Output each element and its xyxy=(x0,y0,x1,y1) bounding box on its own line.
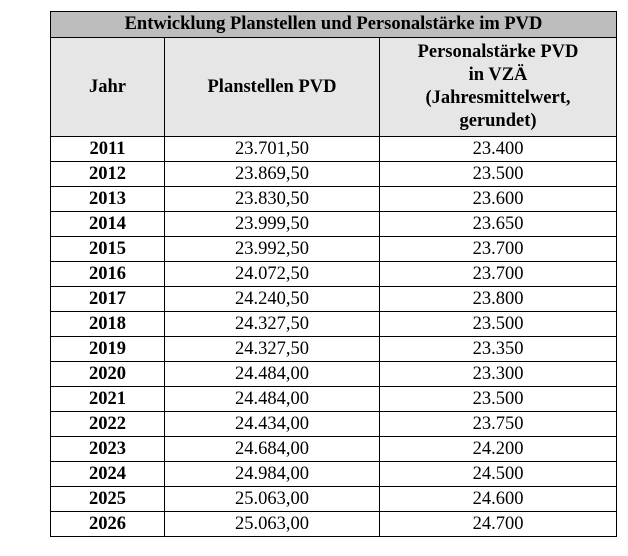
planstellen-cell: 24.484,00 xyxy=(165,387,380,412)
table-row xyxy=(51,337,617,362)
column-header-personal-line: (Jahresmittelwert, xyxy=(425,88,571,108)
year-cell: 2011 xyxy=(51,137,165,162)
table-body xyxy=(51,137,617,537)
table-row xyxy=(51,237,617,262)
personal-cell: 23.600 xyxy=(380,187,617,212)
planstellen-cell: 24.072,50 xyxy=(165,262,380,287)
table-row xyxy=(51,512,617,537)
column-header-planstellen: Planstellen PVD xyxy=(165,38,380,137)
table-row xyxy=(51,187,617,212)
year-cell: 2022 xyxy=(51,412,165,437)
planstellen-cell: 24.327,50 xyxy=(165,312,380,337)
planstellen-cell: 25.063,00 xyxy=(165,512,380,537)
table-title-row xyxy=(51,12,617,38)
table-row xyxy=(51,312,617,337)
year-cell: 2014 xyxy=(51,212,165,237)
year-cell: 2025 xyxy=(51,487,165,512)
planstellen-cell: 24.240,50 xyxy=(165,287,380,312)
year-cell: 2016 xyxy=(51,262,165,287)
personal-cell: 24.700 xyxy=(380,512,617,537)
planstellen-table-container xyxy=(50,11,616,537)
planstellen-cell: 24.434,00 xyxy=(165,412,380,437)
planstellen-cell: 24.484,00 xyxy=(165,362,380,387)
year-cell: 2017 xyxy=(51,287,165,312)
planstellen-cell: 24.327,50 xyxy=(165,337,380,362)
column-header-personal-line: gerundet) xyxy=(459,111,537,131)
table-row xyxy=(51,437,617,462)
personal-cell: 23.650 xyxy=(380,212,617,237)
table-row xyxy=(51,212,617,237)
planstellen-cell: 24.684,00 xyxy=(165,437,380,462)
year-cell: 2013 xyxy=(51,187,165,212)
table-row xyxy=(51,162,617,187)
table-row xyxy=(51,487,617,512)
personal-cell: 23.300 xyxy=(380,362,617,387)
personal-cell: 23.350 xyxy=(380,337,617,362)
planstellen-cell: 23.999,50 xyxy=(165,212,380,237)
personal-cell: 23.750 xyxy=(380,412,617,437)
column-header-personal xyxy=(380,38,617,137)
year-cell: 2019 xyxy=(51,337,165,362)
personal-cell: 24.600 xyxy=(380,487,617,512)
personal-cell: 23.500 xyxy=(380,312,617,337)
personal-cell: 23.400 xyxy=(380,137,617,162)
personal-cell: 24.200 xyxy=(380,437,617,462)
column-header-personal-line: Personalstärke PVD xyxy=(417,42,579,62)
table-row xyxy=(51,462,617,487)
year-cell: 2023 xyxy=(51,437,165,462)
table-row xyxy=(51,137,617,162)
table-row xyxy=(51,262,617,287)
table-row xyxy=(51,387,617,412)
year-cell: 2012 xyxy=(51,162,165,187)
planstellen-cell: 25.063,00 xyxy=(165,487,380,512)
table-title: Entwicklung Planstellen und Personalstärke im PVD xyxy=(51,12,617,38)
table-row xyxy=(51,412,617,437)
personal-cell: 24.500 xyxy=(380,462,617,487)
table-header-row xyxy=(51,38,617,137)
personal-cell: 23.700 xyxy=(380,262,617,287)
column-header-year: Jahr xyxy=(51,38,165,137)
personal-cell: 23.500 xyxy=(380,387,617,412)
personal-cell: 23.500 xyxy=(380,162,617,187)
year-cell: 2026 xyxy=(51,512,165,537)
planstellen-cell: 23.869,50 xyxy=(165,162,380,187)
column-header-personal-line: in VZÄ xyxy=(468,65,528,85)
table-row xyxy=(51,362,617,387)
year-cell: 2024 xyxy=(51,462,165,487)
year-cell: 2018 xyxy=(51,312,165,337)
planstellen-cell: 23.701,50 xyxy=(165,137,380,162)
planstellen-cell: 23.830,50 xyxy=(165,187,380,212)
table-row xyxy=(51,287,617,312)
personal-cell: 23.800 xyxy=(380,287,617,312)
planstellen-cell: 23.992,50 xyxy=(165,237,380,262)
planstellen-table xyxy=(50,11,617,537)
year-cell: 2020 xyxy=(51,362,165,387)
planstellen-cell: 24.984,00 xyxy=(165,462,380,487)
year-cell: 2015 xyxy=(51,237,165,262)
year-cell: 2021 xyxy=(51,387,165,412)
personal-cell: 23.700 xyxy=(380,237,617,262)
